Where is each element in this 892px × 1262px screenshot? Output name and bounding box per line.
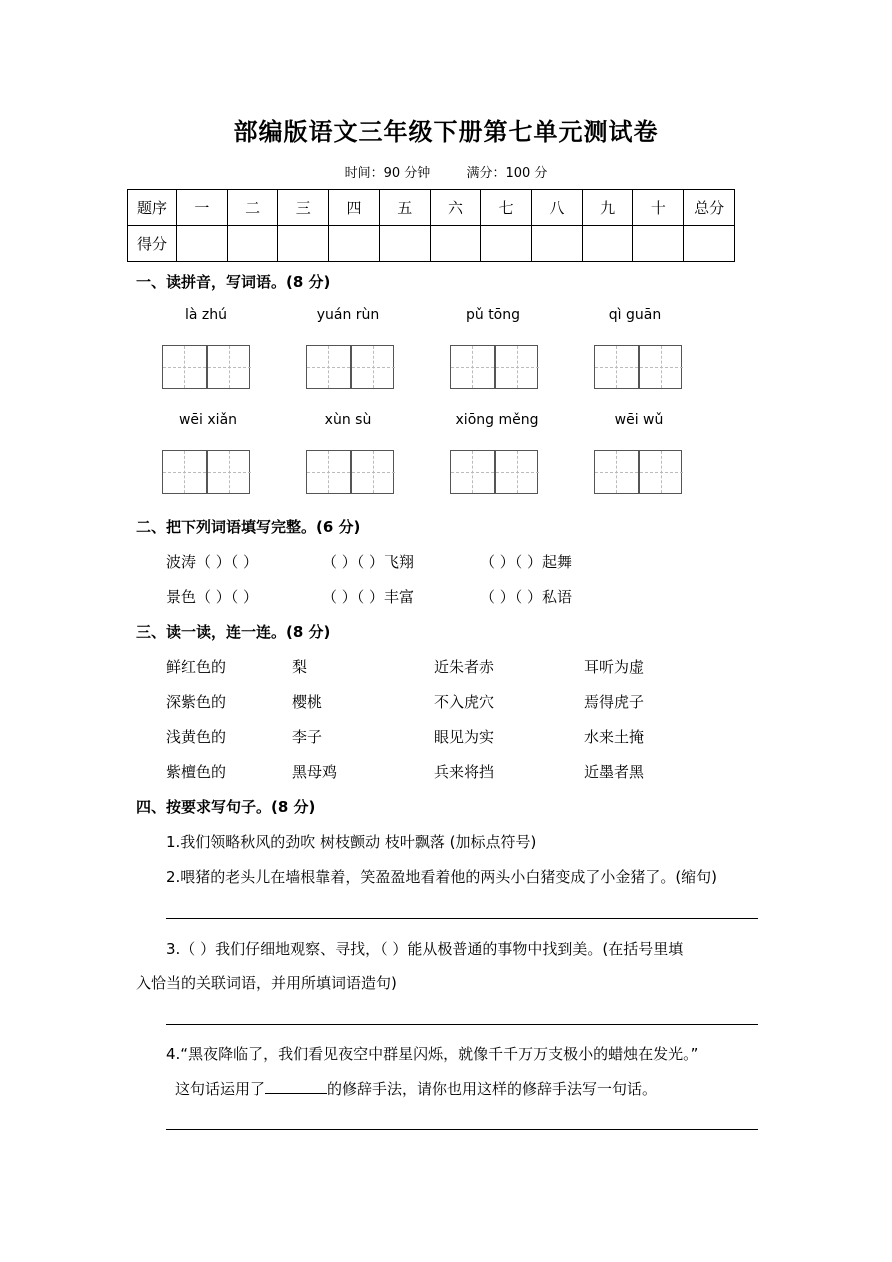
- page-title: 部编版语文三年级下册第七单元测试卷: [233, 118, 659, 146]
- header-cell: 二: [227, 190, 278, 226]
- match-item[interactable]: 黑母鸡: [292, 763, 338, 781]
- exam-meta: [0, 162, 892, 181]
- score-cell[interactable]: [227, 226, 278, 262]
- match-item[interactable]: 眼见为实: [434, 728, 495, 746]
- answer-line[interactable]: [166, 1129, 758, 1130]
- writing-grid[interactable]: [306, 345, 394, 389]
- match-item[interactable]: 焉得虎子: [584, 693, 645, 711]
- score-row-label: 得分: [128, 226, 177, 262]
- pinyin-label: yuán rùn: [316, 307, 380, 323]
- score-cell[interactable]: [329, 226, 380, 262]
- answer-line[interactable]: [166, 1024, 758, 1025]
- question-4-cont: [175, 1078, 657, 1099]
- pinyin-label: xùn sù: [324, 412, 372, 428]
- score-cell[interactable]: [430, 226, 481, 262]
- match-item[interactable]: 李子: [292, 728, 323, 746]
- header-cell: 一: [177, 190, 228, 226]
- score-cell[interactable]: [379, 226, 430, 262]
- header-cell: 五: [379, 190, 430, 226]
- question-4-post: 的修辞手法，请你也用这样的修辞手法写一句话。: [327, 1080, 658, 1098]
- score-cell[interactable]: [582, 226, 633, 262]
- writing-grid[interactable]: [306, 450, 394, 494]
- score-cell[interactable]: [481, 226, 532, 262]
- header-cell: 总分: [684, 190, 735, 226]
- time-limit: 时间：90 分钟: [344, 166, 431, 181]
- header-cell: 三: [278, 190, 329, 226]
- score-cell[interactable]: [278, 226, 329, 262]
- match-item[interactable]: 深紫色的: [166, 693, 227, 711]
- writing-grid[interactable]: [162, 345, 250, 389]
- answer-line[interactable]: [166, 918, 758, 919]
- match-item[interactable]: 水来土掩: [584, 728, 645, 746]
- header-cell: 七: [481, 190, 532, 226]
- header-cell: 十: [633, 190, 684, 226]
- pinyin-label: wēi xiǎn: [178, 412, 238, 428]
- header-cell: 六: [430, 190, 481, 226]
- fill-item[interactable]: （ ）（ ）起舞: [480, 553, 573, 571]
- section-2-heading: 二、把下列词语填写完整。(6 分): [136, 518, 361, 536]
- header-cell: 四: [329, 190, 380, 226]
- match-item[interactable]: 近朱者赤: [434, 658, 495, 676]
- match-item[interactable]: 不入虎穴: [434, 693, 495, 711]
- pinyin-label: pǔ tōng: [465, 307, 521, 323]
- writing-grid[interactable]: [162, 450, 250, 494]
- match-item[interactable]: 紫檀色的: [166, 763, 227, 781]
- section-4-heading: 四、按要求写句子。(8 分): [136, 798, 316, 816]
- writing-grid[interactable]: [594, 450, 682, 494]
- match-item[interactable]: 梨: [292, 658, 308, 676]
- score-table-score-row: [128, 226, 735, 262]
- score-cell[interactable]: [633, 226, 684, 262]
- fill-item[interactable]: （ ）（ ）丰富: [322, 588, 415, 606]
- match-item[interactable]: 樱桃: [292, 693, 323, 711]
- rhetoric-blank[interactable]: [265, 1079, 327, 1094]
- question-4: 4.“黑夜降临了，我们看见夜空中群星闪烁，就像千千万万支极小的蜡烛在发光。”: [166, 1045, 699, 1063]
- question-3-cont: 入恰当的关联词语，并用所填词语造句): [136, 974, 397, 992]
- match-item[interactable]: 近墨者黑: [584, 763, 645, 781]
- question-2: 2.喂猪的老头儿在墙根靠着，笑盈盈地看着他的两头小白猪变成了小金猪了。(缩句): [166, 868, 718, 886]
- writing-grid[interactable]: [450, 345, 538, 389]
- score-table: [127, 189, 735, 262]
- score-cell[interactable]: [532, 226, 583, 262]
- match-item[interactable]: 兵来将挡: [434, 763, 495, 781]
- pinyin-label: qì guān: [608, 307, 662, 323]
- header-cell: 题序: [128, 190, 177, 226]
- match-item[interactable]: 浅黄色的: [166, 728, 227, 746]
- question-3: 3.（ ）我们仔细地观察、寻找，（ ）能从极普通的事物中找到美。(在括号里填: [166, 940, 684, 958]
- match-item[interactable]: 鲜红色的: [166, 658, 227, 676]
- match-item[interactable]: 耳听为虚: [584, 658, 645, 676]
- pinyin-label: wēi wǔ: [614, 412, 664, 428]
- header-cell: 九: [582, 190, 633, 226]
- header-cell: 八: [532, 190, 583, 226]
- fill-item[interactable]: （ ）（ ）飞翔: [322, 553, 415, 571]
- score-cell[interactable]: [177, 226, 228, 262]
- section-1-heading: 一、读拼音，写词语。(8 分): [136, 273, 331, 291]
- score-table-header-row: [128, 190, 735, 226]
- full-score: 满分：100 分: [466, 166, 548, 181]
- question-4-pre: 这句话运用了: [175, 1080, 266, 1098]
- section-3-heading: 三、读一读，连一连。(8 分): [136, 623, 331, 641]
- fill-item[interactable]: 景色（ ）（ ）: [166, 588, 259, 606]
- fill-item[interactable]: 波涛（ ）（ ）: [166, 553, 259, 571]
- writing-grid[interactable]: [594, 345, 682, 389]
- question-1: 1.我们领略秋风的劲吹 树枝颤动 枝叶飘落 (加标点符号): [166, 833, 537, 851]
- fill-item[interactable]: （ ）（ ）私语: [480, 588, 573, 606]
- pinyin-label: xiōng měng: [455, 412, 539, 428]
- pinyin-label: là zhú: [184, 307, 227, 323]
- writing-grid[interactable]: [450, 450, 538, 494]
- score-cell[interactable]: [684, 226, 735, 262]
